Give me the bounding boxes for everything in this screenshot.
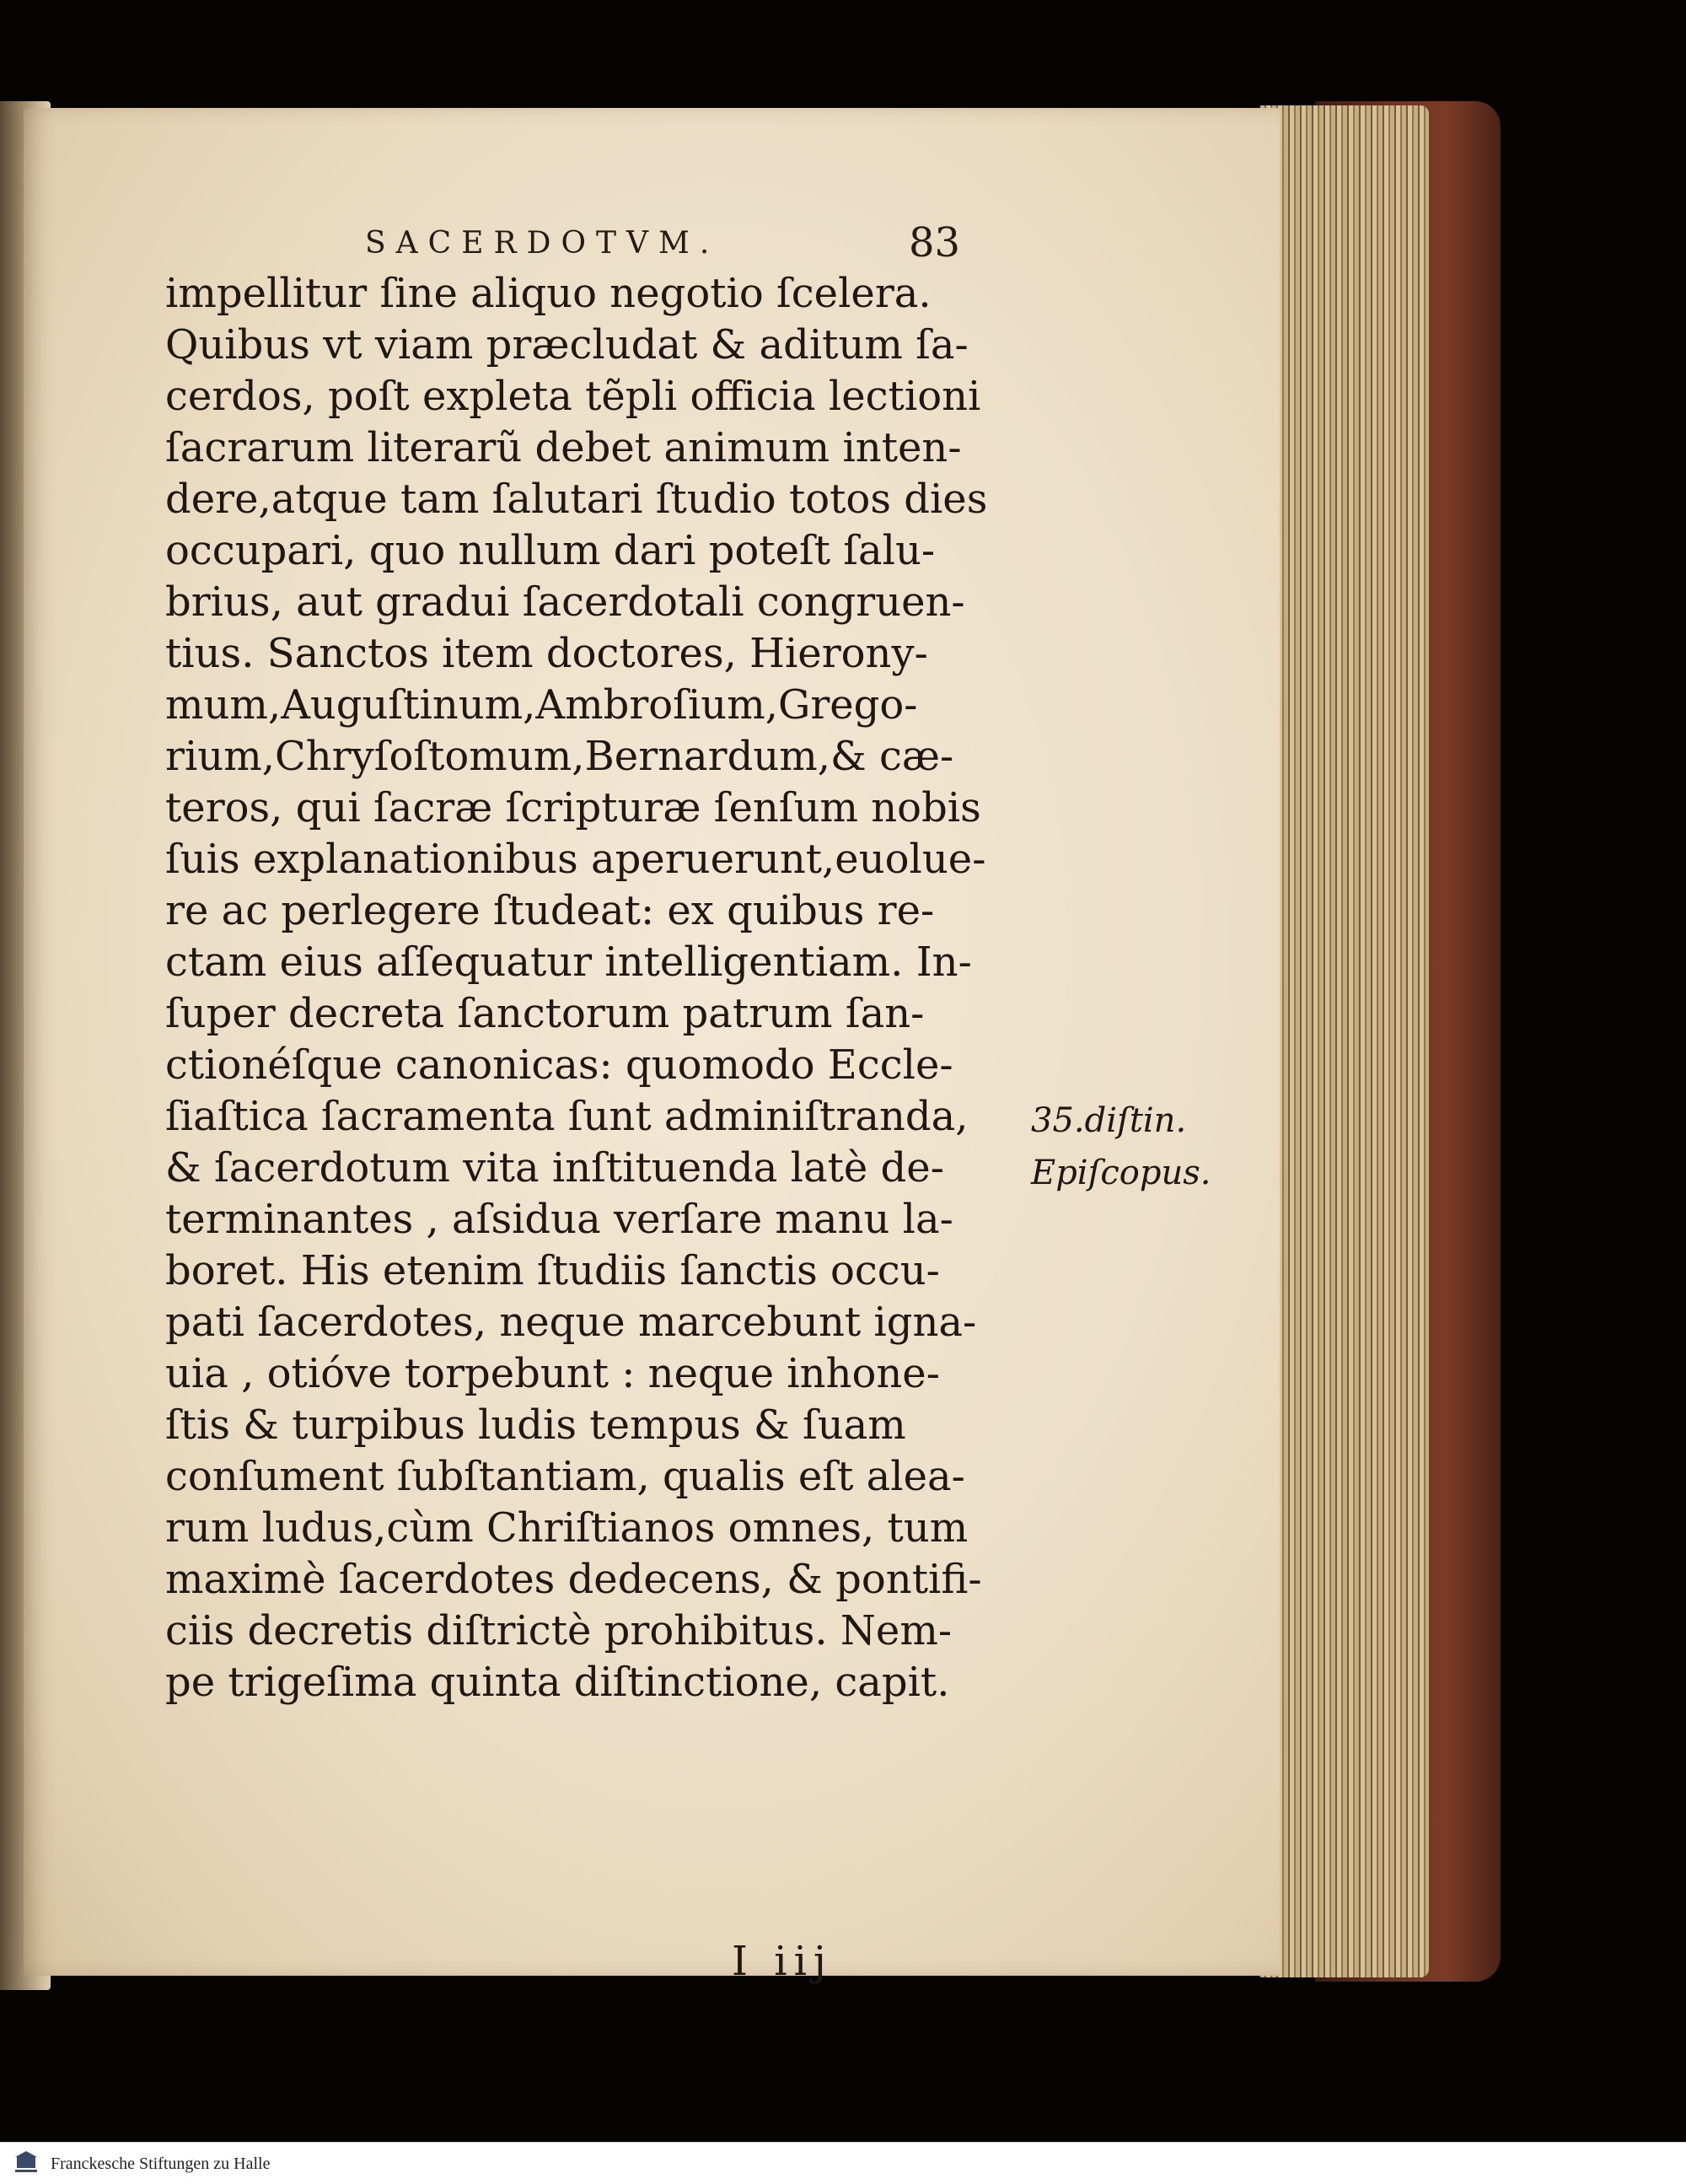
text-line: pati ſacerdotes, neque marcebunt igna- bbox=[165, 1299, 977, 1346]
text-line: mum,Auguſtinum,Ambroſium,Grego- bbox=[165, 681, 918, 729]
text-line: occupari, quo nullum dari poteſt ſalu- bbox=[165, 527, 936, 574]
text-line: pe trigeſima quinta diſtinctione, capit. bbox=[165, 1659, 950, 1706]
text-line: ſtis & turpibus ludis tempus & ſuam bbox=[165, 1401, 906, 1449]
signature-mark: I iij bbox=[732, 1938, 833, 1985]
footer-institution: Franckesche Stiftungen zu Halle bbox=[51, 2154, 271, 2173]
body-text bbox=[165, 268, 1008, 1708]
running-title: SACERDOTVM. bbox=[365, 226, 720, 261]
text-line: tius. Sanctos item doctores, Hierony- bbox=[165, 630, 928, 677]
text-line: rum ludus,cùm Chriſtianos omnes, tum bbox=[165, 1504, 969, 1552]
text-line: impellitur ſine aliquo negotio ſcelera. bbox=[165, 270, 932, 317]
page-number: 83 bbox=[909, 219, 961, 266]
book-page bbox=[24, 108, 1280, 1985]
text-line: conſument ſubſtantiam, qualis eſt alea- bbox=[165, 1453, 965, 1500]
text-line: ctam eius aſſequatur intelligentiam. In- bbox=[165, 939, 972, 986]
text-line: teros, qui ſacræ ſcripturæ ſenſum nobis bbox=[165, 784, 981, 831]
text-line: terminantes , aſsidua verſare manu la- bbox=[165, 1196, 953, 1243]
text-line: Quibus vt viam præcludat & aditum ſa- bbox=[165, 321, 969, 368]
marginal-note: Epiſcopus. bbox=[1031, 1154, 1211, 1192]
text-line: ſiaſtica ſacramenta ſunt adminiſtranda, bbox=[165, 1093, 969, 1140]
text-line: ſacrarum literarũ debet animum inten- bbox=[165, 424, 962, 471]
text-line: uia , otióve torpebunt : neque inhone- bbox=[165, 1350, 940, 1397]
marginal-note: 35.diſtin. bbox=[1031, 1101, 1187, 1140]
text-line: cerdos, poſt expleta tẽpli officia lectioni bbox=[165, 373, 981, 420]
page-fore-edges bbox=[1260, 105, 1429, 1977]
text-line: & ſacerdotum vita inſtituenda latè de- bbox=[165, 1144, 944, 1192]
text-line: boret. His etenim ſtudiis ſanctis occu- bbox=[165, 1247, 940, 1294]
text-line: brius, aut gradui ſacerdotali congruen- bbox=[165, 578, 965, 626]
text-line: ctionéſque canonicas: quomodo Eccle- bbox=[165, 1041, 953, 1089]
institution-logo-icon bbox=[12, 2149, 40, 2178]
text-line: re ac perlegere ſtudeat: ex quibus re- bbox=[165, 887, 935, 934]
text-line: ciis decretis diſtrictè prohibitus. Nem- bbox=[165, 1607, 953, 1654]
text-line: rium,Chryſoſtomum,Bernardum,& cæ- bbox=[165, 733, 954, 780]
text-line: maximè ſacerdotes dedecens, & pontifi- bbox=[165, 1556, 982, 1603]
text-line: dere,atque tam ſalutari ſtudio totos dies bbox=[165, 476, 988, 523]
footer-bar bbox=[0, 2142, 1686, 2184]
text-line: ſuper decreta ſanctorum patrum ſan- bbox=[165, 990, 925, 1037]
marginal-notes bbox=[1031, 1095, 1284, 1199]
text-line: ſuis explanationibus aperuerunt,euolue- bbox=[165, 836, 986, 883]
